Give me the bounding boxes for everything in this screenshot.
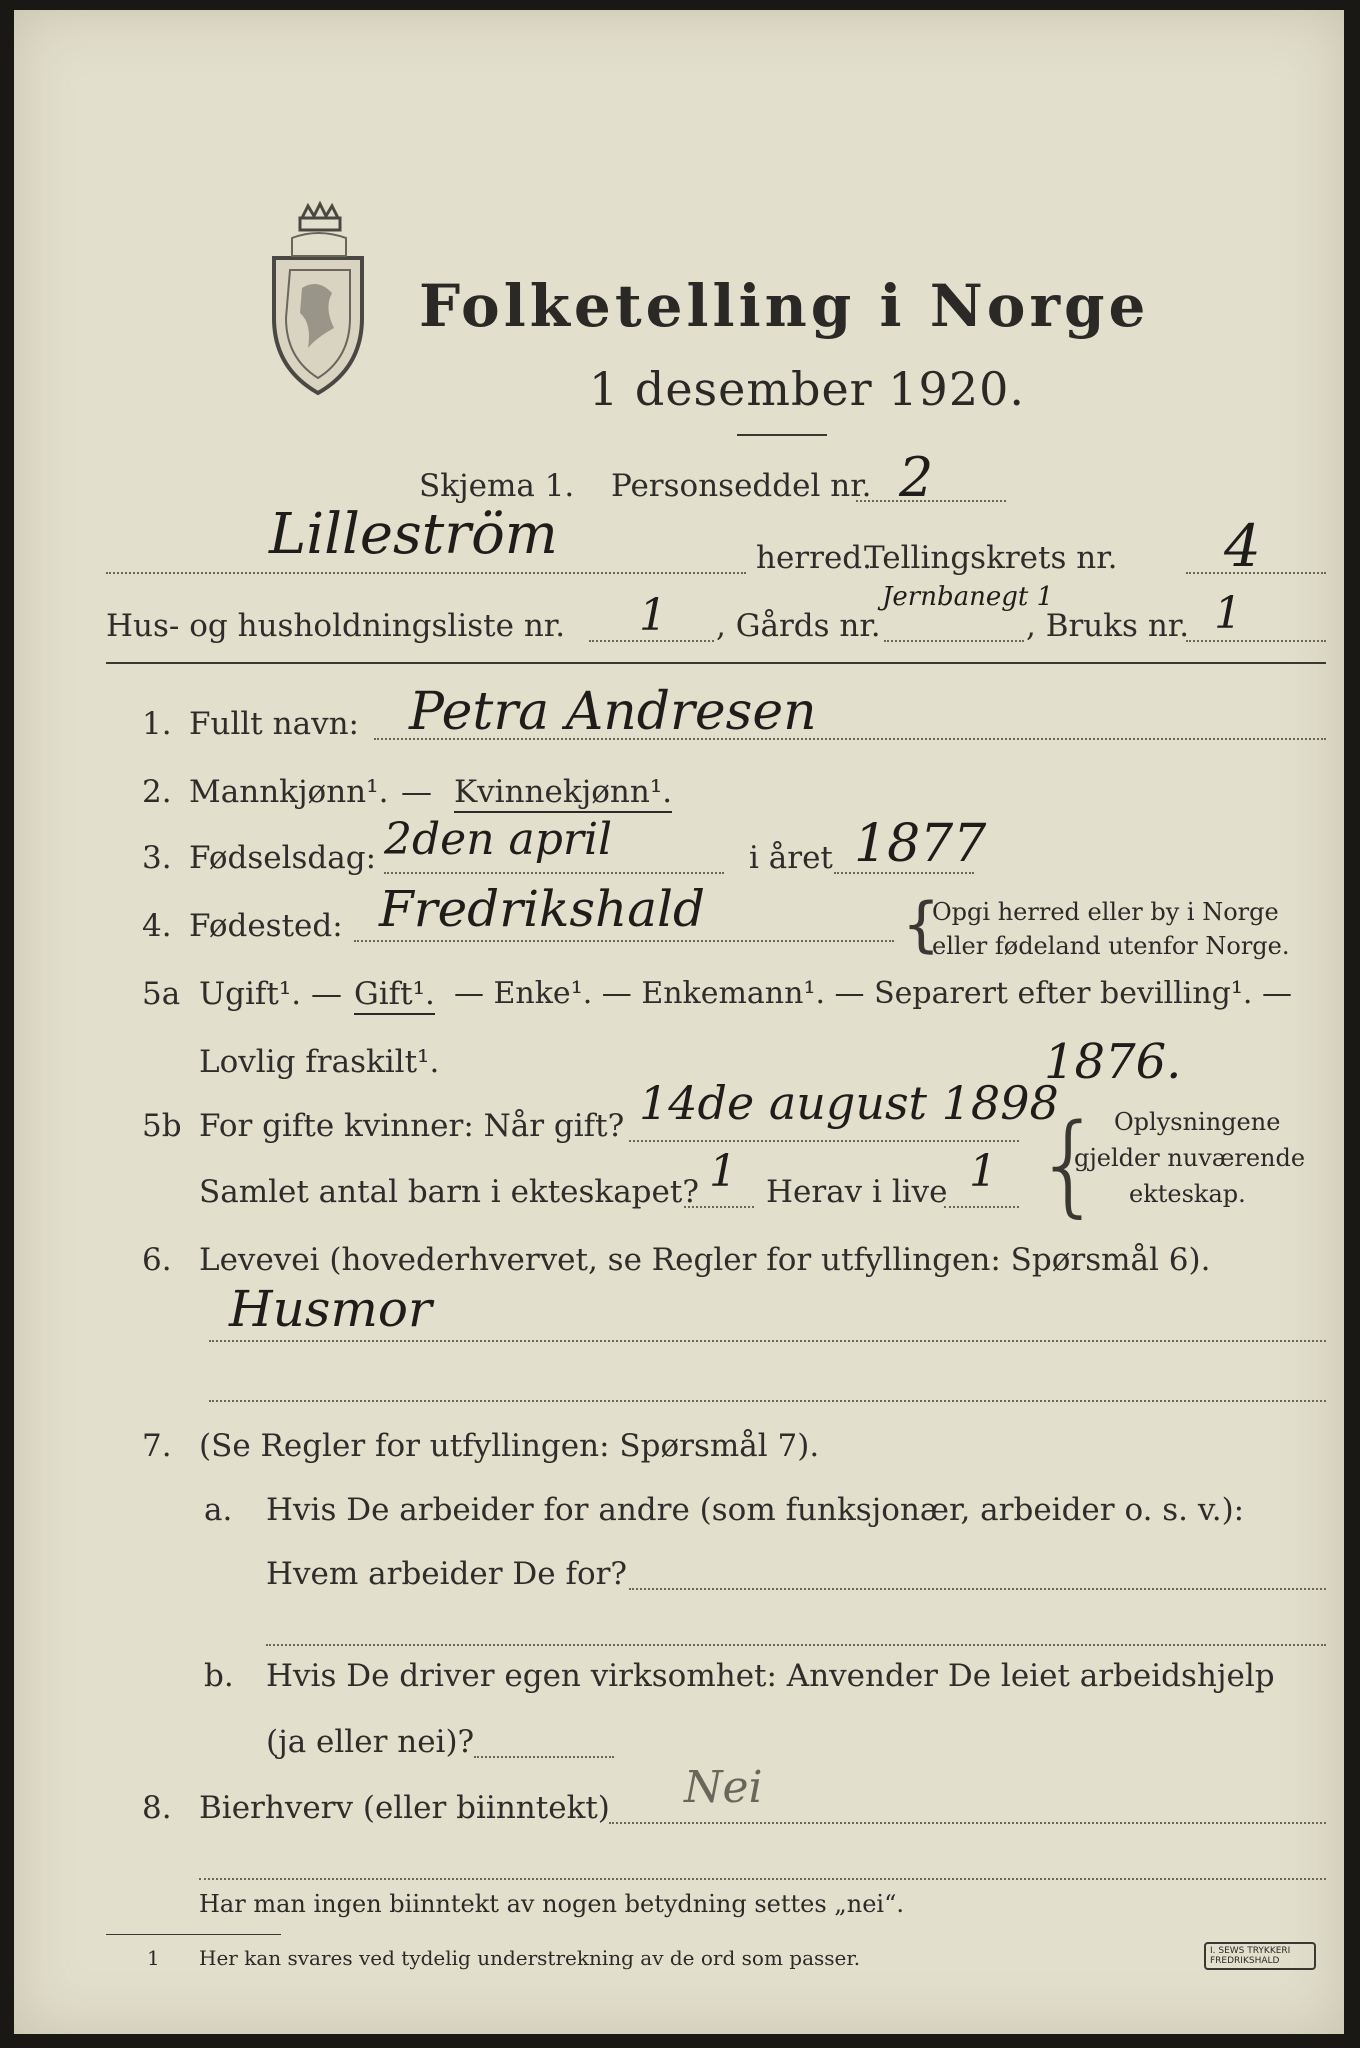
tellingskrets-label: Tellingskrets nr. (864, 540, 1118, 576)
q1-label: Fullt navn: (189, 706, 359, 742)
q7a-line1 (629, 1588, 1326, 1590)
q5a-fraskilt: Lovlig fraskilt¹. (199, 1044, 440, 1080)
q2-number: 2. (142, 774, 172, 810)
side-income-value: Nei (684, 1762, 763, 1813)
q2-male: Mannkjønn¹. (189, 774, 389, 810)
q4-line (354, 940, 894, 942)
q5b-alive-line (944, 1206, 1019, 1208)
skjema-label: Skjema 1. (419, 468, 575, 504)
bruks-value: 1 (1214, 588, 1242, 639)
q7b-field-label: (ja eller nei)? (266, 1724, 475, 1760)
q7a-line2 (266, 1644, 1326, 1646)
herred-label: herred. (756, 540, 872, 576)
q6-label: Levevei (hovederhvervet, se Regler for utfyllingen: Spørsmål 6). (199, 1242, 1211, 1278)
q8-line (609, 1822, 1326, 1824)
hus-label: Hus- og husholdningsliste nr. (106, 608, 566, 644)
header-divider (106, 662, 1326, 664)
q2-female-underlined: Kvinnekjønn¹. (454, 774, 672, 813)
children-alive-value: 1 (969, 1146, 997, 1197)
q5b-note-line2: gjelder nuværende (1074, 1144, 1306, 1172)
birthplace-value: Fredrikshald (379, 880, 706, 938)
occupation-value: Husmor (229, 1280, 432, 1338)
q4-note-line1: Opgi herred eller by i Norge (932, 898, 1279, 926)
q3-line (384, 872, 724, 874)
q5b-label: For gifte kvinner: Når gift? (199, 1108, 625, 1144)
personseddel-value: 2 (899, 446, 934, 509)
q5b-number: 5b (142, 1108, 182, 1144)
footnote-mark: 1 (147, 1946, 160, 1970)
census-date: 1 desember 1920. (589, 362, 1025, 416)
printer-stamp: I. SEWS TRYKKERI FREDRIKSHALD (1204, 1942, 1316, 1970)
bruks-line (1186, 640, 1326, 642)
q7b-letter: b. (204, 1658, 234, 1694)
footer-note: Har man ingen biinntekt av nogen betydning settes „nei“. (199, 1890, 904, 1918)
q5a-options: — Enke¹. — Enkemann¹. — Separert efter bevilling¹. — (454, 976, 1292, 1011)
q7-number: 7. (142, 1428, 172, 1464)
q3-year-label: i året (749, 840, 833, 876)
q3-label: Fødselsdag: (189, 840, 377, 876)
q5b-children-label: Samlet antal barn i ekteskapet? (199, 1174, 699, 1210)
q5a-gift-underlined: Gift¹. (354, 976, 435, 1015)
q4-note-line2: eller fødeland utenfor Norge. (932, 932, 1290, 960)
q4-brace: { (902, 890, 941, 960)
q6-number: 6. (142, 1242, 172, 1278)
hus-value: 1 (639, 590, 667, 641)
form-title: Folketelling i Norge (419, 272, 1150, 340)
q5b-note-line1: Oplysningene (1114, 1108, 1281, 1136)
footnote-text: Her kan svares ved tydelig understrekning av de ord som passer. (199, 1946, 861, 1970)
birth-year-value: 1877 (854, 814, 987, 874)
q8-label: Bierhverv (eller biinntekt) (199, 1790, 610, 1826)
q5a-annotation: 1876. (1044, 1034, 1182, 1090)
census-form (14, 10, 1344, 2034)
q5a-ugift: Ugift¹. — (199, 976, 342, 1012)
full-name-value: Petra Andresen (409, 682, 817, 742)
norwegian-coat-of-arms-icon (262, 198, 372, 398)
q5b-brace: { (1034, 1100, 1104, 1228)
personseddel-label: Personseddel nr. (611, 468, 872, 504)
q7a-letter: a. (204, 1492, 233, 1528)
q3-number: 3. (142, 840, 172, 876)
gards-label: , Gårds nr. (716, 608, 881, 644)
q5b-alive-label: Herav i live (766, 1174, 948, 1210)
q8-line2 (199, 1878, 1326, 1880)
q7a-text: Hvis De arbeider for andre (som funksjonær, arbeider o. s. v.): (266, 1492, 1245, 1528)
q7-label: (Se Regler for utfyllingen: Spørsmål 7). (199, 1428, 820, 1464)
q7b-text: Hvis De driver egen virksomhet: Anvender De leiet arbeidshjelp (266, 1658, 1275, 1694)
children-count-value: 1 (709, 1146, 737, 1197)
birth-day-value: 2den april (384, 814, 613, 865)
q6-line2 (209, 1400, 1326, 1402)
q4-number: 4. (142, 908, 172, 944)
q5b-note-line3: ekteskap. (1129, 1180, 1246, 1208)
marriage-date-value: 14de august 1898 (639, 1076, 1059, 1130)
q1-number: 1. (142, 706, 172, 742)
q7b-line (474, 1756, 614, 1758)
q7a-field-label: Hvem arbeider De for? (266, 1556, 628, 1592)
q2-dash: — (401, 774, 432, 810)
q4-label: Fødested: (189, 908, 343, 944)
q5a-number: 5a (142, 976, 181, 1012)
q5b-children-line (684, 1206, 754, 1208)
herred-value: Lilleström (269, 502, 558, 567)
herred-line (106, 572, 746, 574)
q6-line1 (209, 1340, 1326, 1342)
tellingskrets-value: 4 (1224, 512, 1261, 580)
footnote-rule (106, 1934, 281, 1935)
gards-line (884, 640, 1024, 642)
title-divider (737, 434, 827, 436)
q8-number: 8. (142, 1790, 172, 1826)
gards-value: Jernbanegt 1 (882, 582, 1054, 612)
q5b-line (629, 1140, 1019, 1142)
bruks-label: , Bruks nr. (1026, 608, 1190, 644)
